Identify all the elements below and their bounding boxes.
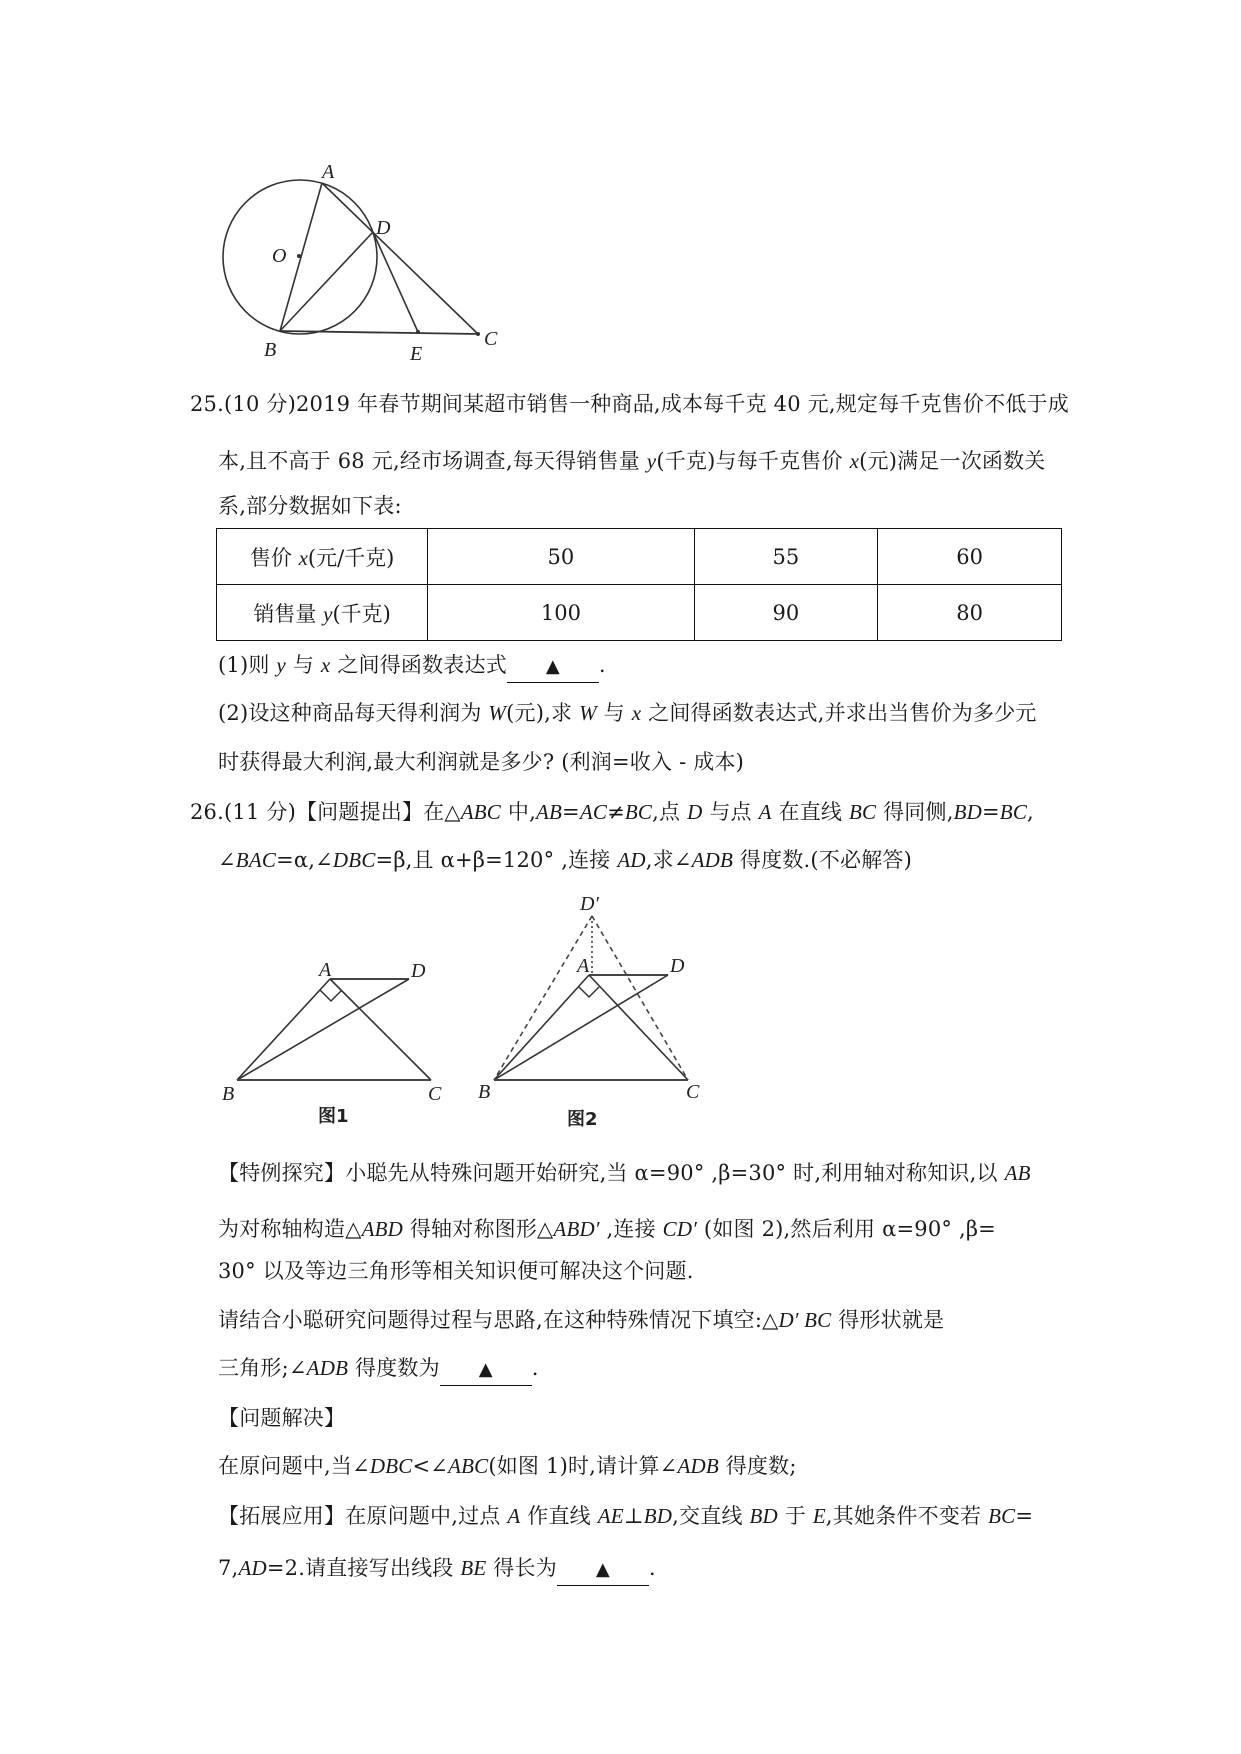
q25-part1: (1)则 y 与 x 之间得函数表达式 ▲ . (218, 650, 606, 683)
label-c: C (686, 1081, 700, 1103)
answer-blank: ▲ (440, 1353, 532, 1386)
right-angle-mark (320, 990, 342, 1001)
table-cell: 90 (694, 585, 878, 641)
special-case-line2: 为对称轴构造△ABD 得轴对称图形△ABD′ ,连接 CD′ (如图 2),然后利用 α=90° ,β= (218, 1217, 996, 1241)
label-d-prime: D′ (580, 893, 599, 915)
segment-bd (494, 975, 668, 1080)
q25-part2-line2: 时获得最大利润,最大利润就是多少? (利润=收入 - 成本) (218, 750, 745, 774)
figure-1-caption: 图1 (318, 1106, 349, 1127)
special-case-line3: 30° 以及等边三角形等相关知识便可解决这个问题. (218, 1259, 694, 1283)
table-cell: 55 (694, 529, 878, 585)
table-cell: 50 (428, 529, 694, 585)
solve-heading: 【问题解决】 (218, 1406, 346, 1430)
segment-ac (589, 975, 688, 1080)
label-d: D (376, 217, 391, 239)
label-b: B (264, 339, 277, 361)
answer-blank: ▲ (557, 1553, 649, 1586)
label-c: C (428, 1083, 442, 1105)
segment-ab (494, 975, 589, 1080)
q26-line2: ∠BAC=α,∠DBC=β,且 α+β=120° ,连接 AD,求∠ADB 得度数.(不必解答) (218, 848, 912, 872)
label-a: A (319, 959, 332, 981)
row-header: 售价 x(元/千克) (217, 529, 428, 585)
extension-line1: 【拓展应用】在原问题中,过点 A 作直线 AE⊥BD,交直线 BD 于 E,其她条件不变若 BC= (218, 1504, 1034, 1528)
special-case-line1: 【特例探究】小聪先从特殊问题开始研究,当 α=90° ,β=30° 时,利用轴对称知识,以 AB (218, 1161, 1031, 1185)
segment-dp-c (592, 916, 688, 1080)
label-a: A (322, 161, 335, 183)
label-d: D (411, 960, 426, 982)
fill-line1: 请结合小聪研究问题得过程与思路,在这种特殊情况下填空:△D′ BC 得形状就是 (218, 1308, 945, 1332)
segment-bd (237, 979, 409, 1080)
label-d: D (670, 955, 685, 977)
segment-dp-b (494, 916, 592, 1080)
fill-line2: 三角形;∠ADB 得度数为 ▲ . (218, 1353, 539, 1386)
label-e: E (410, 343, 423, 365)
answer-blank: ▲ (507, 650, 599, 683)
label-c: C (484, 328, 498, 350)
label-o: O (272, 245, 287, 267)
q25-line1: 25.(10 分)2019 年春节期间某超市销售一种商品,成本每千克 40 元,规定每千克售价不低于成 (190, 392, 1069, 416)
q25-line3: 系,部分数据如下表: (218, 494, 402, 518)
table-cell: 80 (878, 585, 1062, 641)
extension-line2: 7,AD=2.请直接写出线段 BE 得长为 ▲ . (218, 1553, 656, 1586)
figure-2-caption: 图2 (567, 1109, 598, 1130)
table-cell: 60 (878, 529, 1062, 585)
label-b: B (478, 1081, 491, 1103)
right-angle-mark (579, 987, 599, 997)
solve-line: 在原问题中,当∠DBC<∠ABC(如图 1)时,请计算∠ADB 得度数; (218, 1454, 797, 1478)
label-b: B (222, 1083, 235, 1105)
table-cell: 100 (428, 585, 694, 641)
row-header: 销售量 y(千克) (217, 585, 428, 641)
q25-part2-line1: (2)设这种商品每天得利润为 W(元),求 W 与 x 之间得函数表达式,并求出当售价为多少元 (218, 701, 1037, 725)
label-a: A (577, 955, 590, 977)
segment-ab (237, 979, 330, 1080)
q26-line1: 26.(11 分)【问题提出】在△ABC 中,AB=AC≠BC,点 D 与点 A 在直线 BC 得同侧,BD=BC, (190, 800, 1034, 824)
segment-ac (330, 979, 431, 1080)
q25-line2: 本,且不高于 68 元,经市场调查,每天得销售量 y(千克)与每千克售价 x(元)满足一次函数关 (218, 449, 1046, 473)
